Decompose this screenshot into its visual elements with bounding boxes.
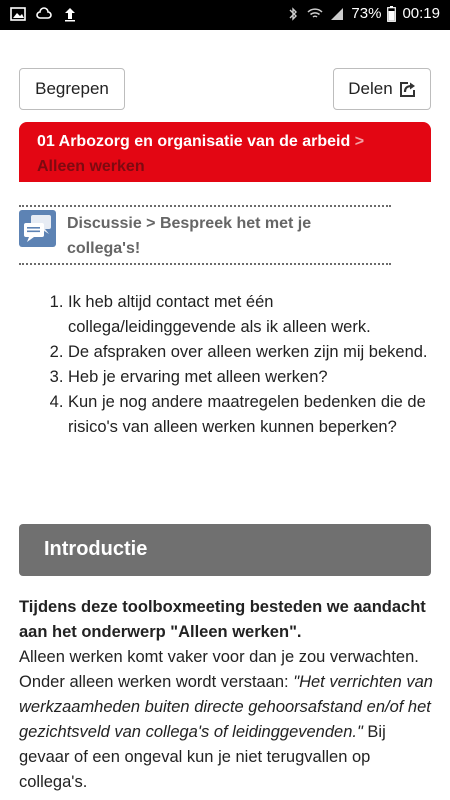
divider-top: [19, 205, 391, 207]
intro-heading[interactable]: [19, 524, 431, 576]
intro-body: [19, 595, 434, 795]
category-header: [19, 122, 431, 182]
list-item: 2. De afspraken over alleen werken zijn mij bekend.: [68, 340, 429, 365]
breadcrumb-separator: >: [354, 133, 365, 150]
status-bar: [0, 0, 450, 30]
chat-bubbles-icon: [19, 210, 56, 247]
begrepen-label: Begrepen: [35, 79, 109, 98]
image-icon: [10, 6, 26, 22]
clock: 00:19: [402, 5, 440, 22]
intro-quote: "Het verrichten van werkzaamheden buiten directe gehoorsafstand en/of het gezichtsveld van collega's of leidinggevenden.": [19, 673, 433, 741]
category-subtitle: Alleen werken: [37, 158, 145, 175]
share-icon: [399, 81, 416, 98]
questions-list: [19, 290, 429, 440]
bluetooth-icon: [285, 6, 301, 22]
begrepen-button[interactable]: [19, 68, 125, 110]
upload-icon: [62, 6, 78, 22]
list-item: 1. Ik heb altijd contact met één collega/leidinggevende als ik alleen werk.: [68, 290, 429, 340]
share-label: Delen: [348, 79, 393, 98]
battery-percentage: 73%: [351, 5, 382, 22]
intro-text-2: Bij gevaar of een ongeval kun je niet terugvallen op collega's.: [19, 723, 386, 791]
intro-bold-text: Tijdens deze toolboxmeeting besteden we aandacht aan het onderwerp "Alleen werken".: [19, 598, 426, 641]
share-button[interactable]: [333, 68, 431, 110]
battery-icon: [387, 6, 396, 22]
discussion-title: Discussie > Bespreek het met je collega's!: [67, 215, 312, 257]
category-title: 01 Arbozorg en organisatie van de arbeid: [37, 133, 351, 150]
list-item: 3. Heb je ervaring met alleen werken?: [68, 365, 429, 390]
intro-paragraph: [19, 645, 434, 795]
list-item: 4. Kun je nog andere maatregelen bedenken die de risico's van alleen werken kunnen beperken?: [68, 390, 429, 440]
intro-heading-label: Introductie: [44, 538, 148, 560]
cloud-icon: [36, 6, 52, 22]
divider-bottom: [19, 263, 391, 265]
wifi-icon: [307, 6, 323, 22]
intro-text: Alleen werken komt vaker voor dan je zou verwachten. Onder alleen werken wordt verstaan:: [19, 648, 419, 691]
signal-icon: [329, 6, 345, 22]
